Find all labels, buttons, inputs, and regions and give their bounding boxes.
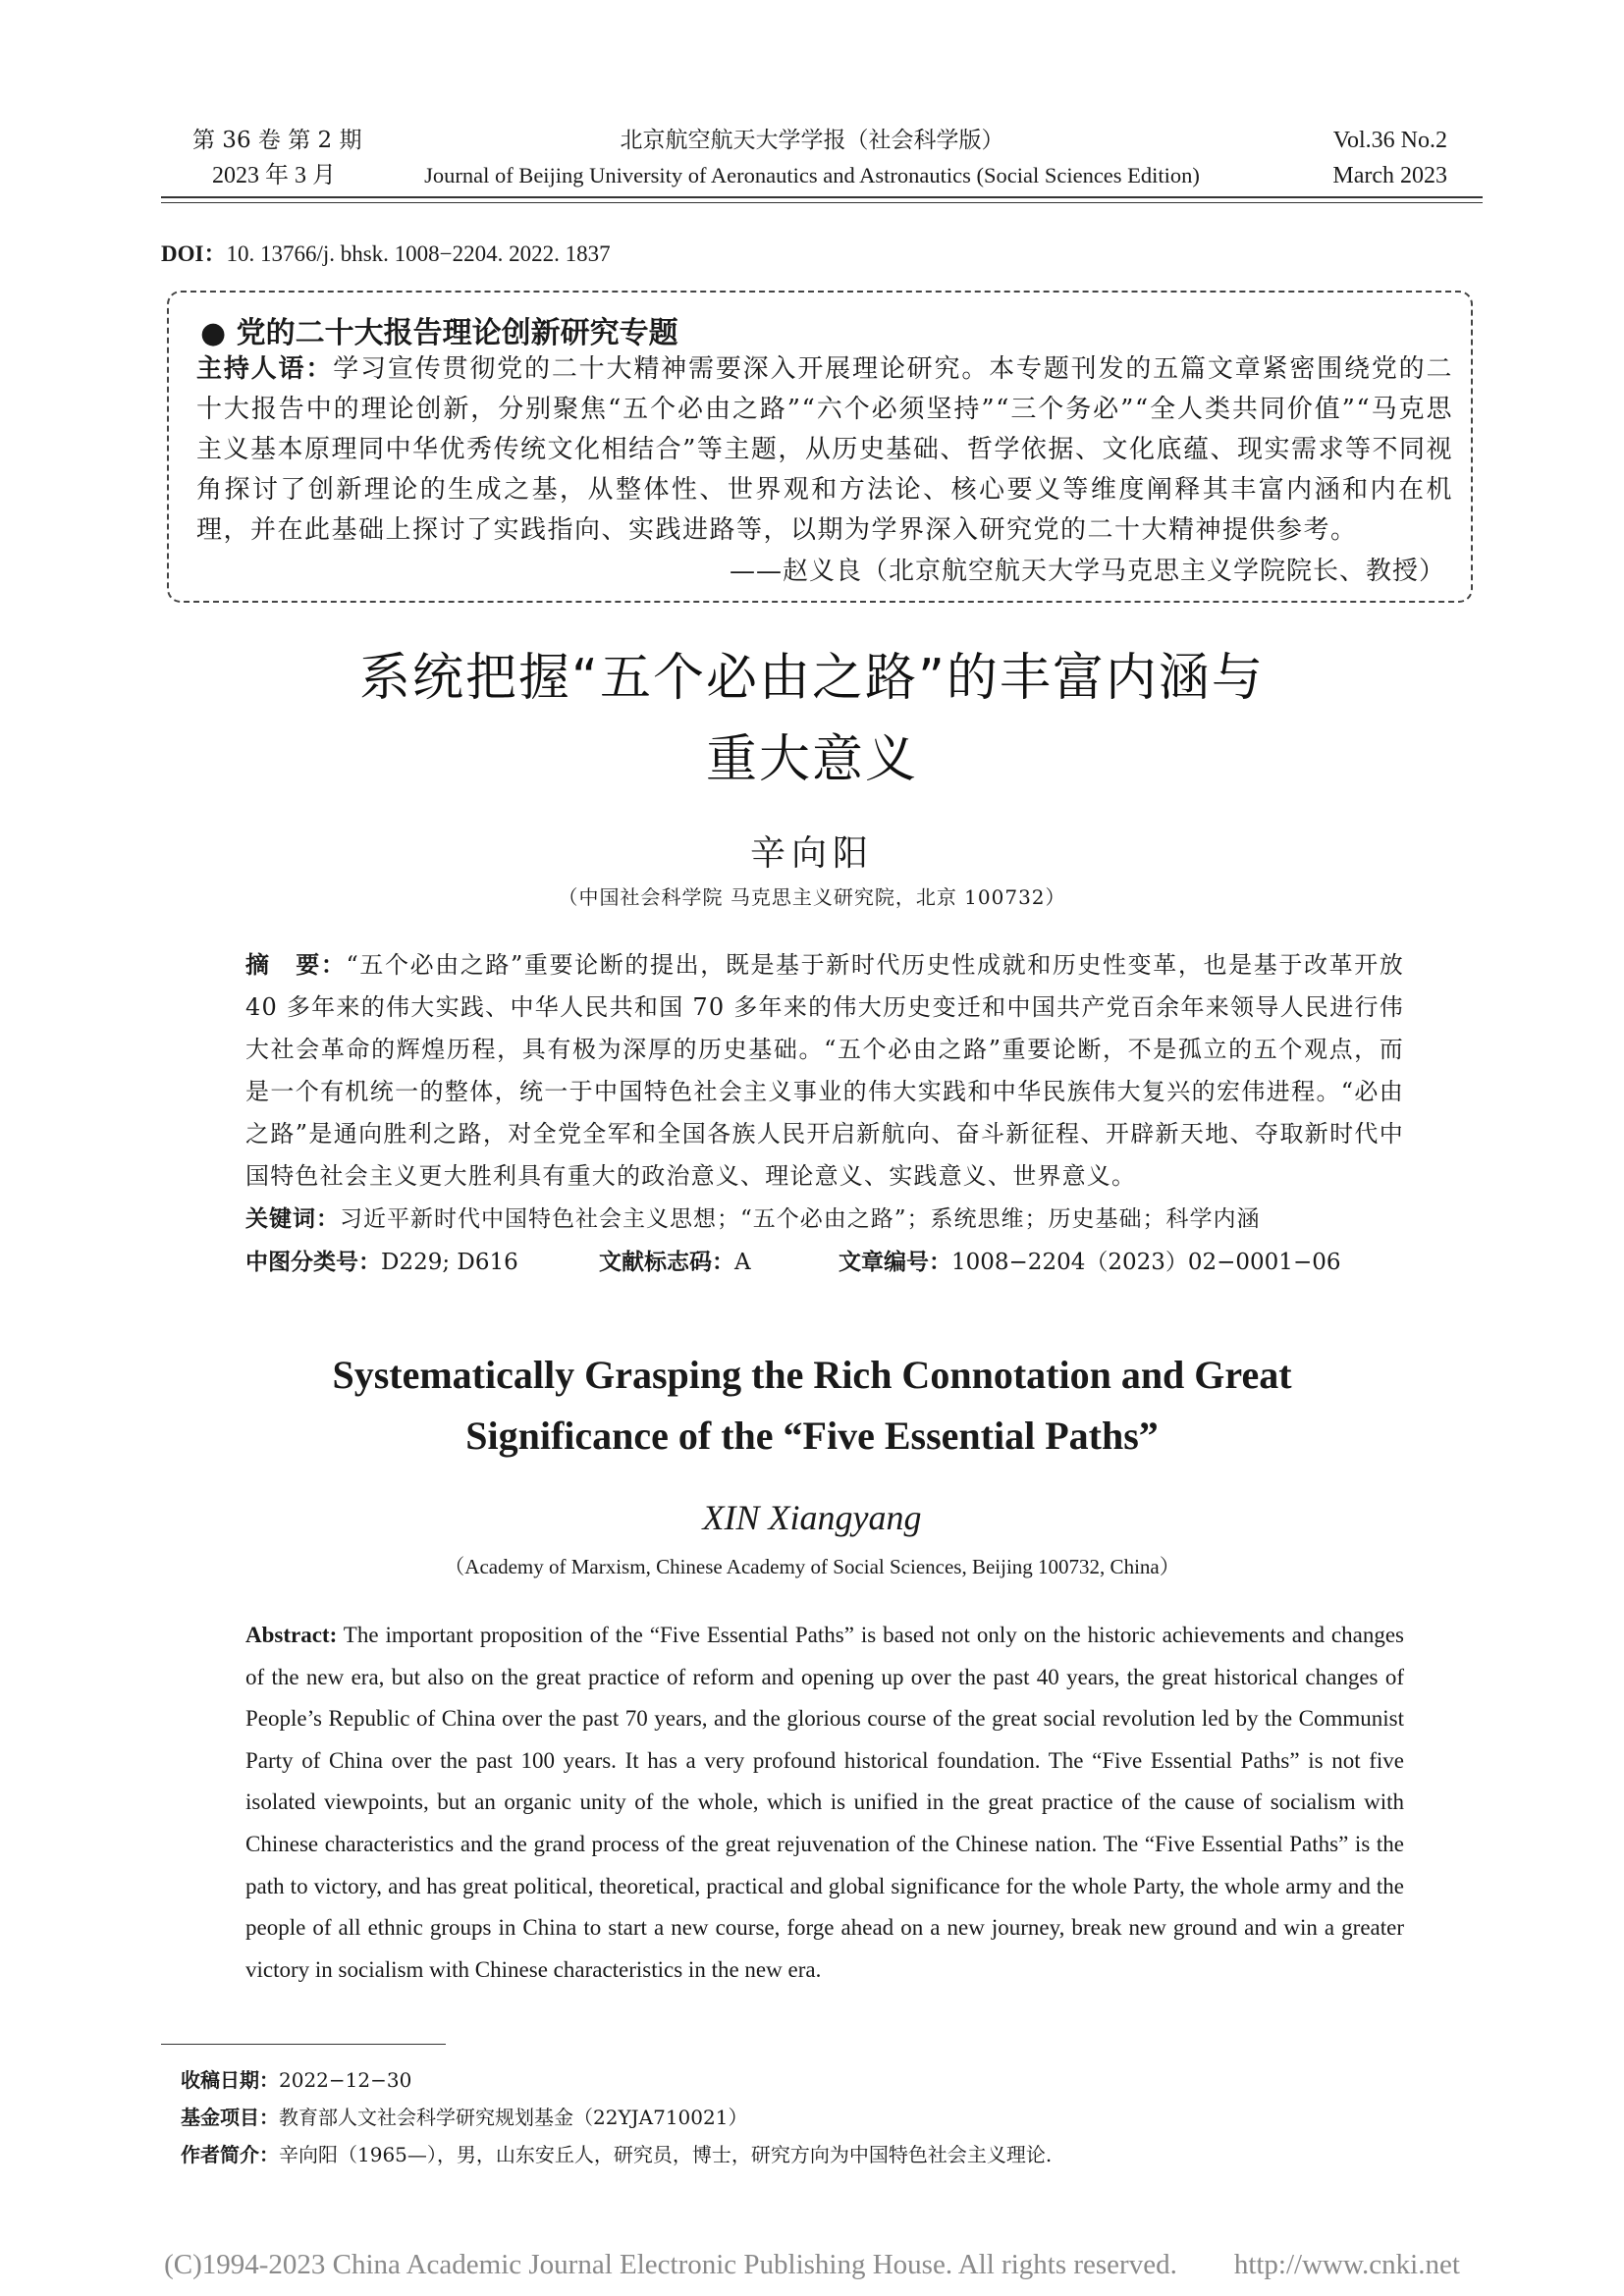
clc-label: 中图分类号： — [245, 1250, 381, 1275]
article-number-label: 文章编号： — [839, 1250, 951, 1275]
abstract-en — [245, 1615, 1404, 1991]
abstract-cn — [245, 944, 1404, 1198]
author-cn: 辛向阳 — [749, 833, 874, 874]
bio-text: 辛向阳（1965—），男，山东安丘人，研究员，博士，研究方向为中国特色社会主义理论. — [279, 2143, 1053, 2166]
footnote-rule — [161, 2044, 446, 2045]
received-date: 2022−12−30 — [279, 2068, 412, 2092]
journal-name-en: Journal of Beijing University of Aeronautics and Astronautics (Social Sciences Edition) — [424, 163, 1200, 187]
footnote-author-bio — [181, 2141, 1052, 2168]
footnote-fund — [181, 2104, 747, 2131]
fund-label: 基金项目： — [181, 2106, 279, 2129]
abstract-en-label: Abstract: — [245, 1623, 338, 1647]
volume-issue-cn: 第 36 卷 第 2 期 — [192, 128, 362, 153]
date-en: March 2023 — [1332, 163, 1447, 188]
journal-name-cn: 北京航空航天大学学报（社会科学版） — [620, 128, 1004, 153]
special-topic-title: ● 党的二十大报告理论创新研究专题 — [200, 316, 678, 350]
volume-issue-en: Vol.36 No.2 — [1332, 128, 1447, 153]
clc-number — [245, 1244, 518, 1276]
host-remarks-text: 学习宣传贯彻党的二十大精神需要深入开展理论研究。本专题刊发的五篇文章紧密围绕党的二十大报告中的理论创新，分别聚焦“五个必由之路”“六个必须坚持”“三个务必”“全人类共同价值”“马克思主义基本原理同中华优秀传统文化相结合”等主题，从历史基础、哲学依据、文化底蕴、现实需求等不同视角探讨了创新理论的生成之基，从整体性、世界观和方法论、核心要义等维度阐释其丰富内涵和内在机理，并在此基础上探讨了实践指向、实践进路等，以期为学界深入研究党的二十大精神提供参考。 — [196, 354, 1453, 545]
article-title-cn-line2: 重大意义 — [705, 730, 918, 789]
header-rule-thin — [161, 202, 1483, 203]
article-title-en-line1: Systematically Grasping the Rich Connotation and Great — [332, 1353, 1292, 1397]
document-code-value: A — [734, 1250, 751, 1275]
abstract-cn-text: “五个必由之路”重要论断的提出，既是基于新时代历史性成就和历史性变革，也是基于改革开放 40 多年来的伟大实践、中华人民共和国 70 多年来的伟大历史变迁和中国共产党百余年来领导人民进行伟大社会革命的辉煌历程，具有极为深厚的历史基础。“五个必由之路”重要论断，不是孤立的五个观点，而是一个有机统一的整体，统一于中国特色社会主义事业的伟大实践和中华民族伟大复兴的宏伟进程。“必由之路”是通向胜利之路，对全党全军和全国各族人民开启新航向、奋斗新征程、开辟新天地、夺取新时代中国特色社会主义更大胜利具有重大的政治意义、理论意义、实践意义、世界意义。 — [245, 951, 1404, 1190]
header-rule — [161, 196, 1483, 198]
host-signature: ——赵义良（北京航空航天大学马克思主义学院院长、教授） — [729, 557, 1445, 586]
doi-line — [161, 236, 611, 268]
document-code-label: 文献标志码： — [599, 1250, 734, 1275]
article-title-en-line2: Significance of the “Five Essential Paths” — [465, 1414, 1159, 1458]
article-title-cn-line1: 系统把握“五个必由之路”的丰富内涵与 — [359, 649, 1265, 708]
affiliation-en: （Academy of Marxism, Chinese Academy of Social Sciences, Beijing 100732, China） — [444, 1555, 1180, 1578]
copyright-notice: (C)1994-2023 China Academic Journal Electronic Publishing House. All rights reserved. http://www.cnki.net — [164, 2249, 1460, 2280]
affiliation-cn: （中国社会科学院 马克思主义研究院，北京 100732） — [558, 885, 1066, 909]
article-number — [839, 1244, 1340, 1276]
host-remarks-label: 主持人语： — [196, 354, 334, 384]
footnote-received — [181, 2066, 411, 2094]
received-label: 收稿日期： — [181, 2068, 279, 2092]
author-en: XIN Xiangyang — [702, 1498, 922, 1537]
host-remarks — [196, 349, 1453, 551]
doi-label: DOI： — [161, 241, 227, 266]
abstract-cn-label: 摘 要： — [245, 951, 347, 979]
doi-value[interactable]: 10. 13766/j. bhsk. 1008−2204. 2022. 1837 — [226, 241, 611, 266]
date-cn: 2023 年 3 月 — [212, 163, 336, 188]
article-number-value: 1008−2204（2023）02−0001−06 — [951, 1250, 1341, 1275]
keywords-label: 关键词： — [245, 1206, 340, 1232]
clc-value: D229; D616 — [381, 1250, 518, 1275]
bio-label: 作者简介： — [181, 2143, 279, 2166]
abstract-en-text: The important proposition of the “Five Essential Paths” is based not only on the historic achievements and changes of the new era, but also on the great practice of reform and opening up over the past 40 years, the great historical changes of People’s Republic of China over the past 70 years, and the glorious course of the great social revolution led by the Communist Party of China over the past 100 years. It has a very profound historical foundation. The “Five Essential Paths” is not five isolated viewpoints, but an organic unity of the whole, which is unified in the great practice of the cause of socialism with Chinese characteristics and the grand process of the great rejuvenation of the Chinese nation. The “Five Essential Paths” is the path to victory, and has great political, theoretical, practical and global significance for the whole Party, the whole army and the people of all ethnic groups in China to start a new course, forge ahead on a new journey, break new ground and win a greater victory in socialism with Chinese characteristics in the new era. — [245, 1623, 1404, 1982]
keywords-text: 习近平新时代中国特色社会主义思想；“五个必由之路”；系统思维；历史基础；科学内涵 — [340, 1206, 1261, 1232]
keywords-cn — [245, 1201, 1261, 1233]
document-code — [599, 1244, 751, 1276]
fund-text: 教育部人文社会科学研究规划基金（22YJA710021） — [279, 2106, 748, 2129]
